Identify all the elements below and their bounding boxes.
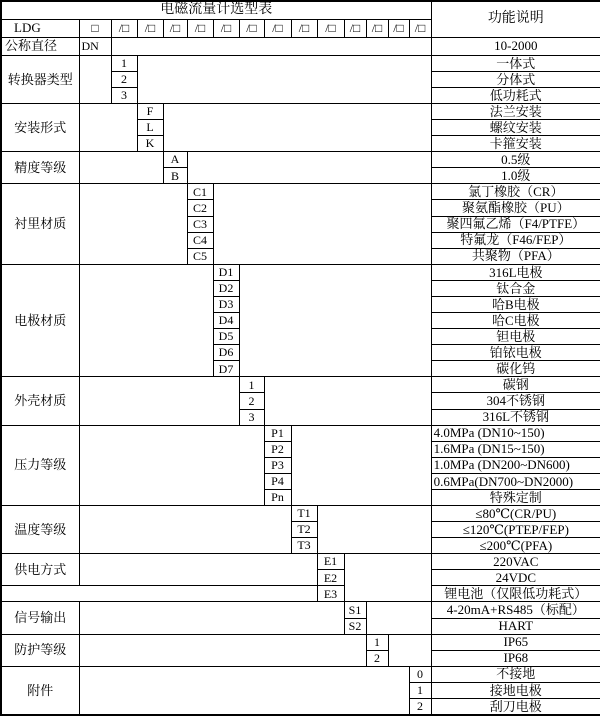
code-cell: 1 <box>409 682 431 698</box>
desc-cell: HART <box>431 618 600 634</box>
code-cell: 2 <box>111 71 137 87</box>
code-cell: K <box>137 136 163 152</box>
model-slot: /□ <box>317 19 344 37</box>
desc-cell: 4.0MPa (DN10~150) <box>431 425 600 441</box>
model-slot: /□ <box>213 19 239 37</box>
desc-cell: 0.5级 <box>431 152 600 168</box>
code-cell: 2 <box>409 698 431 715</box>
code-cell: C1 <box>187 184 213 200</box>
blank-cell <box>79 377 239 425</box>
desc-cell: 316L不锈钢 <box>431 409 600 425</box>
section-label-pressure: 压力等级 <box>1 425 79 505</box>
code-cell: P4 <box>264 473 291 489</box>
section-label-protection: 防护等级 <box>1 634 79 666</box>
code-cell: A <box>163 152 187 168</box>
section-label-signal: 信号输出 <box>1 602 79 634</box>
model-slot: /□ <box>111 19 137 37</box>
desc-cell: IP65 <box>431 634 600 650</box>
code-cell: T3 <box>291 538 317 554</box>
desc-cell: 碳钢 <box>431 377 600 393</box>
code-cell: Pn <box>264 489 291 505</box>
section-label-converter: 转换器类型 <box>1 55 79 103</box>
code-cell: D6 <box>213 345 239 361</box>
desc-cell: 钛合金 <box>431 280 600 296</box>
desc-cell: 10-2000 <box>431 37 600 55</box>
section-label-temperature: 温度等级 <box>1 505 79 553</box>
section-label-accessory: 附件 <box>1 666 79 715</box>
code-cell: 1 <box>111 55 137 71</box>
section-label-lining: 衬里材质 <box>1 184 79 264</box>
code-cell: 1 <box>239 377 264 393</box>
desc-cell: ≤200℃(PFA) <box>431 538 600 554</box>
desc-cell: 共聚物（PFA） <box>431 248 600 264</box>
blank-cell <box>79 505 291 553</box>
blank-cell <box>291 425 431 505</box>
desc-cell: 1.0级 <box>431 168 600 184</box>
desc-cell: 哈C电极 <box>431 313 600 329</box>
blank-cell <box>137 55 431 103</box>
blank-cell <box>388 634 431 666</box>
function-column-header: 功能说明 <box>431 1 600 37</box>
blank-cell <box>1 586 317 602</box>
blank-cell <box>213 184 431 264</box>
desc-cell: 不接地 <box>431 666 600 682</box>
code-cell: L <box>137 120 163 136</box>
blank-cell <box>366 602 431 634</box>
model-slot: /□ <box>409 19 431 37</box>
desc-cell: 220VAC <box>431 554 600 570</box>
model-slot: /□ <box>291 19 317 37</box>
desc-cell: 钽电极 <box>431 329 600 345</box>
desc-cell: 接地电极 <box>431 682 600 698</box>
desc-cell: 碳化钨 <box>431 361 600 377</box>
code-cell: E3 <box>317 586 344 602</box>
section-label-power: 供电方式 <box>1 554 79 586</box>
desc-cell: 特氟龙（F46/FEP） <box>431 232 600 248</box>
section-label-housing: 外壳材质 <box>1 377 79 425</box>
code-cell: 1 <box>366 634 388 650</box>
blank-cell <box>79 55 111 103</box>
desc-cell: 刮刀电极 <box>431 698 600 715</box>
code-cell: E1 <box>317 554 344 570</box>
blank-cell <box>79 264 213 377</box>
desc-cell: 4-20mA+RS485（标配） <box>431 602 600 618</box>
desc-cell: 氯丁橡胶（CR） <box>431 184 600 200</box>
blank-cell <box>79 425 264 505</box>
code-cell: C3 <box>187 216 213 232</box>
model-slot: /□ <box>366 19 388 37</box>
code-cell: P2 <box>264 441 291 457</box>
desc-cell: 哈B电极 <box>431 296 600 312</box>
desc-cell: ≤80℃(CR/PU) <box>431 505 600 521</box>
desc-cell: 24VDC <box>431 570 600 586</box>
desc-cell: 特殊定制 <box>431 489 600 505</box>
blank-cell <box>111 37 431 55</box>
desc-cell: 304不锈钢 <box>431 393 600 409</box>
desc-cell: 分体式 <box>431 71 600 87</box>
blank-cell <box>317 505 431 553</box>
model-slot: /□ <box>163 19 187 37</box>
code-cell: 3 <box>111 87 137 103</box>
code-cell: S1 <box>344 602 366 618</box>
code-cell: D1 <box>213 264 239 280</box>
model-slot: /□ <box>264 19 291 37</box>
model-slot: /□ <box>239 19 264 37</box>
code-cell: E2 <box>317 570 344 586</box>
desc-cell: 聚氨酯橡胶（PU） <box>431 200 600 216</box>
code-cell: D2 <box>213 280 239 296</box>
model-slot: /□ <box>187 19 213 37</box>
code-cell: D4 <box>213 313 239 329</box>
blank-cell <box>163 104 431 152</box>
code-cell: 2 <box>366 650 388 666</box>
code-cell: D7 <box>213 361 239 377</box>
code-cell: T1 <box>291 505 317 521</box>
code-cell: D3 <box>213 296 239 312</box>
blank-cell <box>79 554 317 586</box>
code-cell: D5 <box>213 329 239 345</box>
blank-cell <box>79 104 137 152</box>
desc-cell: IP68 <box>431 650 600 666</box>
code-cell: S2 <box>344 618 366 634</box>
section-label-install: 安装形式 <box>1 104 79 152</box>
blank-cell <box>79 666 409 715</box>
desc-cell: 铂铱电极 <box>431 345 600 361</box>
code-cell: C5 <box>187 248 213 264</box>
code-cell: C4 <box>187 232 213 248</box>
model-slot: /□ <box>137 19 163 37</box>
section-label-accuracy: 精度等级 <box>1 152 79 184</box>
desc-cell: 1.0MPa (DN200~DN600) <box>431 457 600 473</box>
desc-cell: 聚四氟乙烯（F4/PTFE） <box>431 216 600 232</box>
code-cell: P1 <box>264 425 291 441</box>
desc-cell: 法兰安装 <box>431 104 600 120</box>
desc-cell: ≤120℃(PTEP/FEP) <box>431 522 600 538</box>
blank-cell <box>79 602 344 634</box>
desc-cell: 1.6MPa (DN15~150) <box>431 441 600 457</box>
blank-cell <box>239 264 431 377</box>
desc-cell: 0.6MPa(DN700~DN2000) <box>431 473 600 489</box>
model-box: □ <box>79 19 111 37</box>
desc-cell: 锂电池（仅限低功耗式） <box>431 586 600 602</box>
code-cell: 3 <box>239 409 264 425</box>
blank-cell <box>187 152 431 184</box>
blank-cell <box>79 634 366 666</box>
code-cell: T2 <box>291 522 317 538</box>
model-slot: /□ <box>388 19 409 37</box>
desc-cell: 316L电极 <box>431 264 600 280</box>
section-label-electrode: 电极材质 <box>1 264 79 377</box>
blank-cell <box>79 184 187 264</box>
desc-cell: 低功耗式 <box>431 87 600 103</box>
blank-cell <box>79 152 163 184</box>
section-label-diameter: 公称直径 <box>1 37 79 55</box>
code-cell: B <box>163 168 187 184</box>
code-cell: 0 <box>409 666 431 682</box>
code-cell: C2 <box>187 200 213 216</box>
blank-cell <box>344 554 431 602</box>
desc-cell: 螺纹安装 <box>431 120 600 136</box>
model-slot: /□ <box>344 19 366 37</box>
code-cell: 2 <box>239 393 264 409</box>
blank-cell <box>264 377 431 425</box>
desc-cell: 一体式 <box>431 55 600 71</box>
code-cell: P3 <box>264 457 291 473</box>
code-cell: DN <box>79 37 111 55</box>
table-title: 电磁流量计选型表 <box>1 1 431 19</box>
desc-cell: 卡箍安装 <box>431 136 600 152</box>
model-prefix: LDG <box>1 19 79 37</box>
code-cell: F <box>137 104 163 120</box>
